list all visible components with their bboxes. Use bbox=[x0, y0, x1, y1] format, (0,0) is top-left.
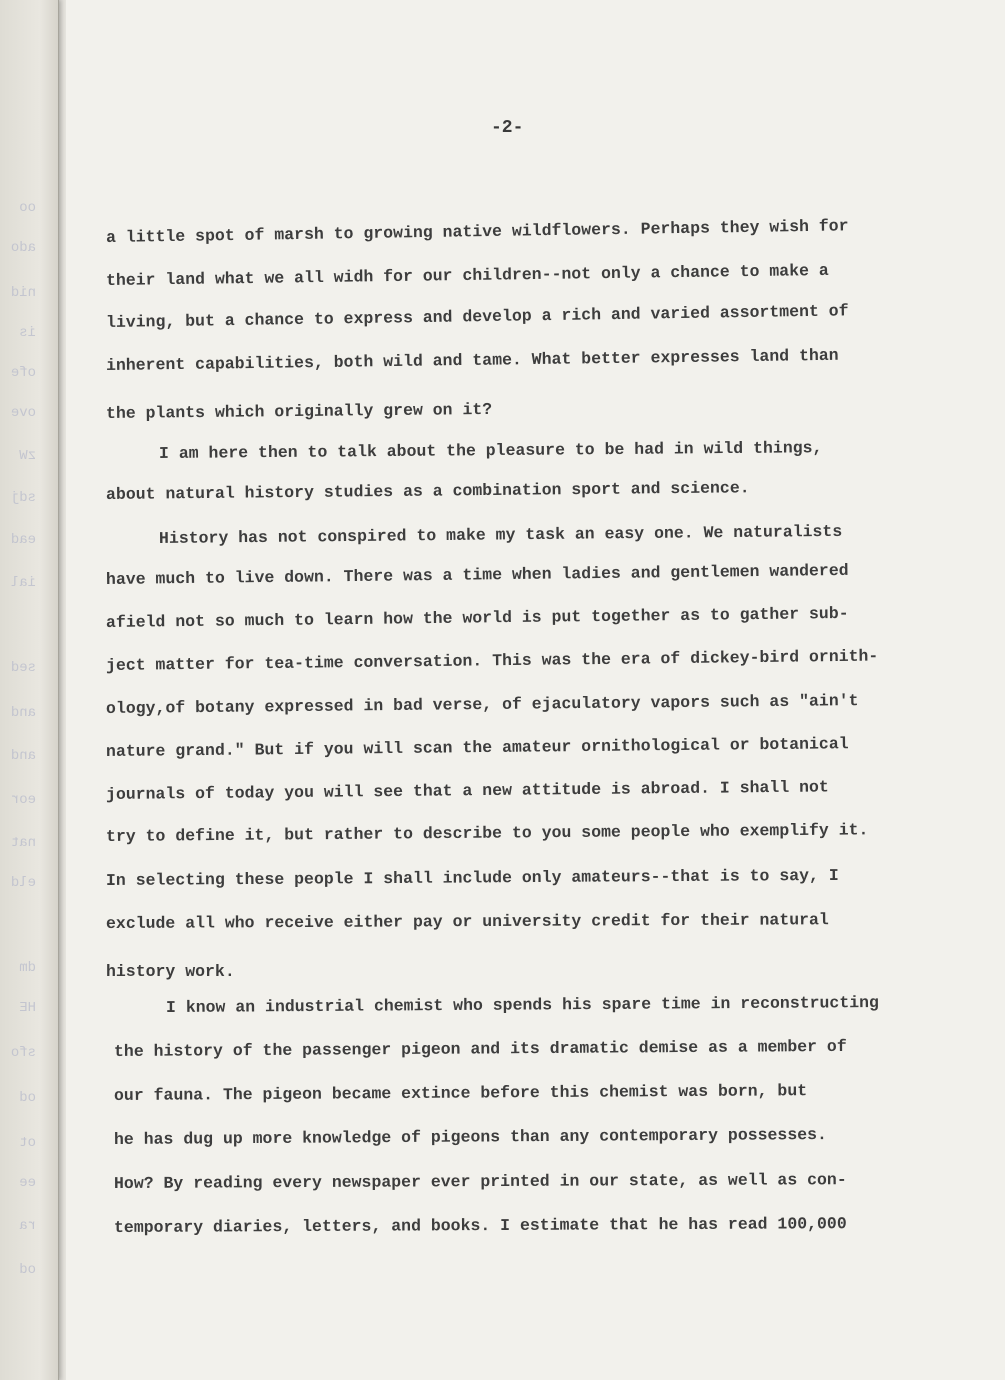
bleed-fragment: eor bbox=[10, 792, 36, 808]
text-line: a little spot of marsh to growing native wildflowers. Perhaps they wish for bbox=[105, 216, 849, 247]
bleed-fragment: and bbox=[10, 748, 36, 764]
bleed-fragment: ead bbox=[10, 532, 36, 548]
bleed-fragment: od bbox=[19, 1262, 36, 1278]
text-line: I am here then to talk about the pleasure to be had in wild things, bbox=[158, 438, 823, 463]
text-line: inherent capabilities, both wild and tame. What better expresses land than bbox=[105, 345, 839, 375]
bleed-fragment: nid bbox=[10, 285, 36, 301]
bleed-fragment: oo bbox=[19, 200, 36, 216]
text-line: try to define it, but rather to describe to you some people who exemplify it. bbox=[105, 820, 869, 846]
text-line: living, but a chance to express and develop a rich and varied assortment of bbox=[105, 301, 849, 332]
bleed-fragment: and bbox=[10, 705, 36, 721]
bleed-fragment: eld bbox=[10, 875, 36, 891]
text-line: I know an industrial chemist who spends his spare time in reconstructing bbox=[165, 993, 879, 1017]
text-line: ject matter for tea-time conversation. This was the era of dickey-bird ornith- bbox=[105, 646, 879, 675]
text-line: exclude all who receive either pay or university credit for their natural bbox=[105, 910, 829, 933]
bleed-fragment: nat bbox=[10, 835, 36, 851]
text-line: ology,of botany expressed in bad verse, of ejaculatory vapors such as "ain't bbox=[105, 691, 859, 718]
bleed-fragment: od bbox=[19, 1090, 36, 1106]
bleed-fragment: sdj bbox=[10, 490, 36, 506]
bleed-fragment: ra bbox=[19, 1218, 36, 1234]
typed-page bbox=[66, 0, 1005, 1380]
text-line: history work. bbox=[106, 962, 235, 981]
bleed-fragment: dm bbox=[19, 960, 36, 976]
bleed-fragment: ot bbox=[19, 1135, 36, 1151]
bleed-fragment: ial bbox=[10, 575, 36, 591]
text-line: History has not conspired to make my task an easy one. We naturalists bbox=[158, 521, 843, 548]
bleed-through-text bbox=[0, 0, 40, 1380]
bleed-fragment: is bbox=[19, 325, 36, 341]
text-line: have much to live down. There was a time when ladies and gentlemen wandered bbox=[105, 560, 849, 589]
text-line: How? By reading every newspaper ever printed in our state, as well as con- bbox=[113, 1170, 847, 1193]
previous-page-edge bbox=[0, 0, 59, 1380]
text-line: the plants which originally grew on it? bbox=[105, 399, 493, 423]
page-number: -2- bbox=[491, 118, 524, 138]
text-line: temporary diaries, letters, and books. I estimate that he has read 100,000 bbox=[113, 1214, 847, 1237]
bleed-fragment: ee bbox=[19, 1175, 36, 1191]
bleed-fragment: ado bbox=[10, 240, 36, 256]
text-line: about natural history studies as a combination sport and science. bbox=[105, 478, 750, 504]
bleed-fragment: ofe bbox=[10, 365, 36, 381]
bleed-fragment: zW bbox=[19, 448, 36, 464]
text-line: nature grand." But if you will scan the amateur ornithological or botanical bbox=[105, 734, 849, 761]
bleed-fragment: HE bbox=[19, 1000, 36, 1016]
text-line: In selecting these people I shall include only amateurs--that is to say, I bbox=[105, 865, 839, 890]
bleed-fragment: ove bbox=[10, 405, 36, 421]
bleed-fragment: sfo bbox=[10, 1045, 36, 1061]
text-line: the history of the passenger pigeon and its dramatic demise as a member of bbox=[113, 1036, 847, 1061]
text-line: he has dug up more knowledge of pigeons than any contemporary possesses. bbox=[113, 1125, 827, 1149]
text-line: their land what we all widh for our children--not only a chance to make a bbox=[105, 260, 829, 290]
bleed-fragment: sed bbox=[10, 660, 36, 676]
text-line: journals of today you will see that a new attitude is abroad. I shall not bbox=[105, 777, 829, 804]
text-line: our fauna. The pigeon became extince before this chemist was born, but bbox=[113, 1081, 808, 1105]
text-line: afield not so much to learn how the world is put together as to gather sub- bbox=[105, 603, 849, 632]
